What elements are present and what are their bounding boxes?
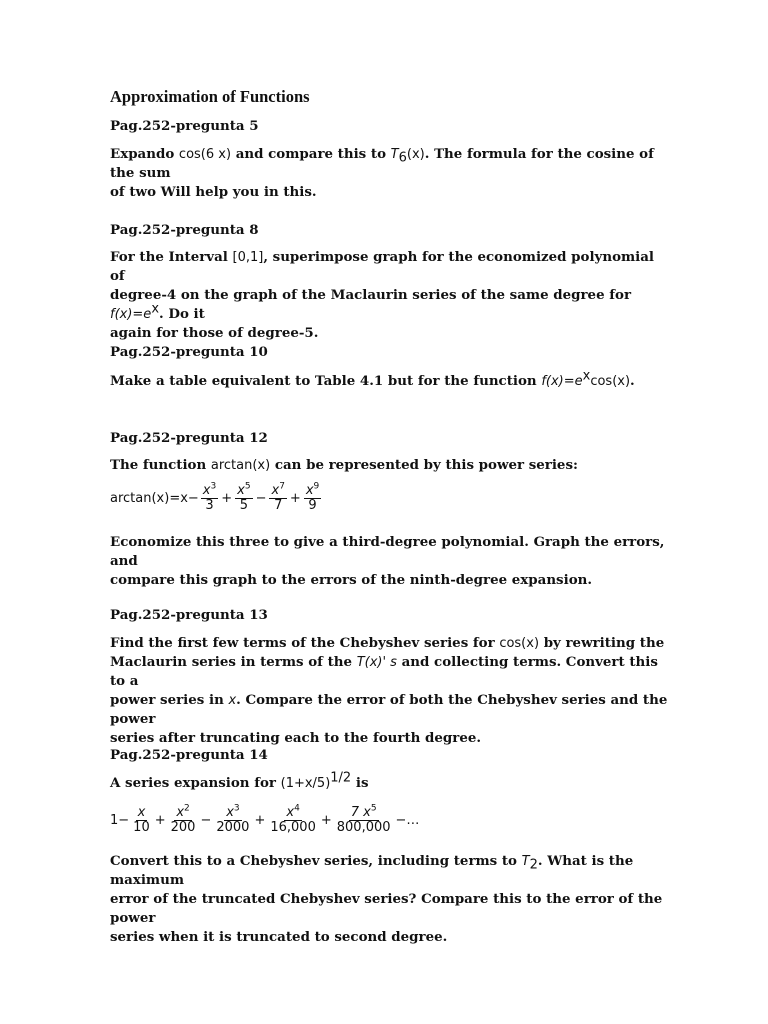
question-heading-5: Pag.252-pregunta 5 [110,118,259,134]
series-term: $\frac{x^5}{5}$ [237,481,251,513]
series-term: $\frac{x^2}{200}$ [170,803,196,835]
series-term: $\frac{x}{10}$ [133,805,150,835]
question-text-14-b: Convert this to a Chebyshev series, including terms to $T_2$. What is the maximum error of the truncated Chebyshev series? Compare this to the error of the power series when it is truncated to second degree. [110,853,663,945]
question-heading-10: Pag.252-pregunta 10 [110,344,268,360]
series-term: $\frac{7 x^5}{800,000}$ [336,803,391,835]
question-text-5: Expando cos(6 x) and compare this to $T_6(x)$. The formula for the cosine of the sum of two Will help you in this. [110,146,654,200]
series-term: $\frac{x^7}{7}$ [271,481,285,513]
question-text-12: The function arctan(x) can be represented by this power series: [110,457,578,473]
document-title: Approximation of Functions [110,87,310,106]
question-text-10: Make a table equivalent to Table 4.1 but for the function $f(x)=e^x\cos(x)$. [110,368,635,389]
question-heading-13: Pag.252-pregunta 13 [110,607,268,623]
math-cos6x: cos(6 x) [178,147,232,162]
question-heading-12: Pag.252-pregunta 12 [110,430,268,446]
question-text-13: Find the first few terms of the Chebyshev series for cos(x) by rewriting the Maclaurin series in terms of the T(x)' s and collecting terms. Convert this to a power series in x. Compare the error of both the Chebyshev series and the power series after truncating each to the fourth degree. [110,635,668,746]
question-heading-8: Pag.252-pregunta 8 [110,222,259,238]
question-text-14: A series expansion for $(1+x/5)^{1/2}$ is [110,770,369,791]
series-term: $\frac{x^3}{3}$ [202,481,217,513]
question-heading-14: Pag.252-pregunta 14 [110,747,268,763]
power-series-equation: 1− $\frac{x}{10}$ + $\frac{x^2}{200}$ − $\frac{x^3}{2000}$ + $\frac{x^4}{16,000}$ + $\frac{7 x^5}{800,000}$ −… [110,803,420,835]
question-text-12-b: Economize this three to give a third-degree polynomial. Graph the errors, and compare this graph to the errors of the ninth-degree expansion. [110,534,665,588]
arctan-series-equation: arctan(x)=x− $\frac{x^3}{3}$ + $\frac{x^5}{5}$ − $\frac{x^7}{7}$ + $\frac{x^9}{9}$ [110,481,320,513]
series-term: $\frac{x^3}{2000}$ [216,803,250,835]
series-term: $\frac{x^9}{9}$ [305,481,320,513]
question-text-8: For the Interval [0,1], superimpose graph for the economized polynomial of degree-4 on the graph of the Maclaurin series of the same degree for $f(x)=e^x$. Do it again for those of degree-5. [110,249,655,341]
series-term: $\frac{x^4}{16,000}$ [270,803,316,835]
